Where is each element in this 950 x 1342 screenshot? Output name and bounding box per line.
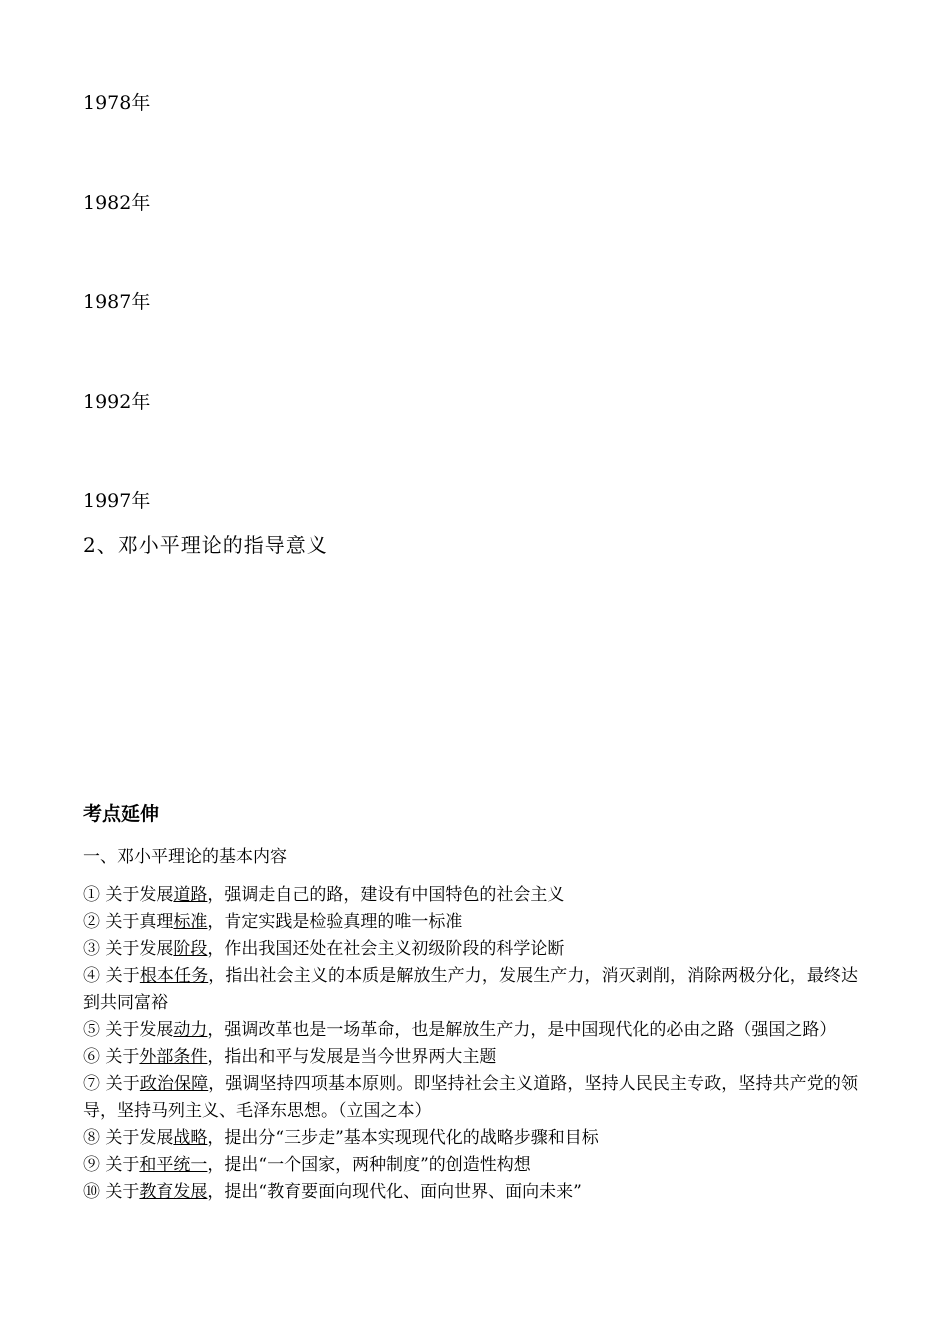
- guiding-significance-heading: 2、邓小平理论的指导意义: [83, 533, 328, 557]
- list-item: ⑩ 关于教育发展，提出“教育要面向现代化、面向世界、面向未来”: [83, 1182, 582, 1202]
- list-item: ① 关于发展道路，强调走自己的路，建设有中国特色的社会主义: [83, 885, 565, 905]
- year-1997: 1997年: [83, 490, 151, 512]
- section-title: 考点延伸: [83, 803, 160, 825]
- list-item: ② 关于真理标准，肯定实践是检验真理的唯一标准: [83, 912, 463, 932]
- list-item: ④ 关于根本任务，指出社会主义的本质是解放生产力，发展生产力，消灭剥削，消除两极分化，最终达到共同富裕: [83, 966, 859, 1013]
- list-item: ⑦ 关于政治保障，强调坚持四项基本原则。即坚持社会主义道路，坚持人民民主专政，坚持共产党的领导，坚持马列主义、毛泽东思想。（立国之本）: [83, 1074, 859, 1121]
- year-1987: 1987年: [83, 291, 151, 313]
- year-1982: 1982年: [83, 192, 151, 214]
- year-1992: 1992年: [83, 391, 151, 413]
- list-item: ⑥ 关于外部条件，指出和平与发展是当今世界两大主题: [83, 1047, 497, 1067]
- list-item: ⑤ 关于发展动力，强调改革也是一场革命，也是解放生产力，是中国现代化的必由之路（强国之路）: [83, 1020, 837, 1040]
- basic-content-subtitle: 一、邓小平理论的基本内容: [83, 847, 287, 867]
- year-1978: 1978年: [83, 92, 151, 114]
- content-list: [83, 882, 858, 1206]
- list-item: ⑨ 关于和平统一，提出“一个国家，两种制度”的创造性构想: [83, 1155, 531, 1175]
- list-item: ⑧ 关于发展战略，提出分“三步走”基本实现现代化的战略步骤和目标: [83, 1128, 599, 1148]
- list-item: ③ 关于发展阶段，作出我国还处在社会主义初级阶段的科学论断: [83, 939, 565, 959]
